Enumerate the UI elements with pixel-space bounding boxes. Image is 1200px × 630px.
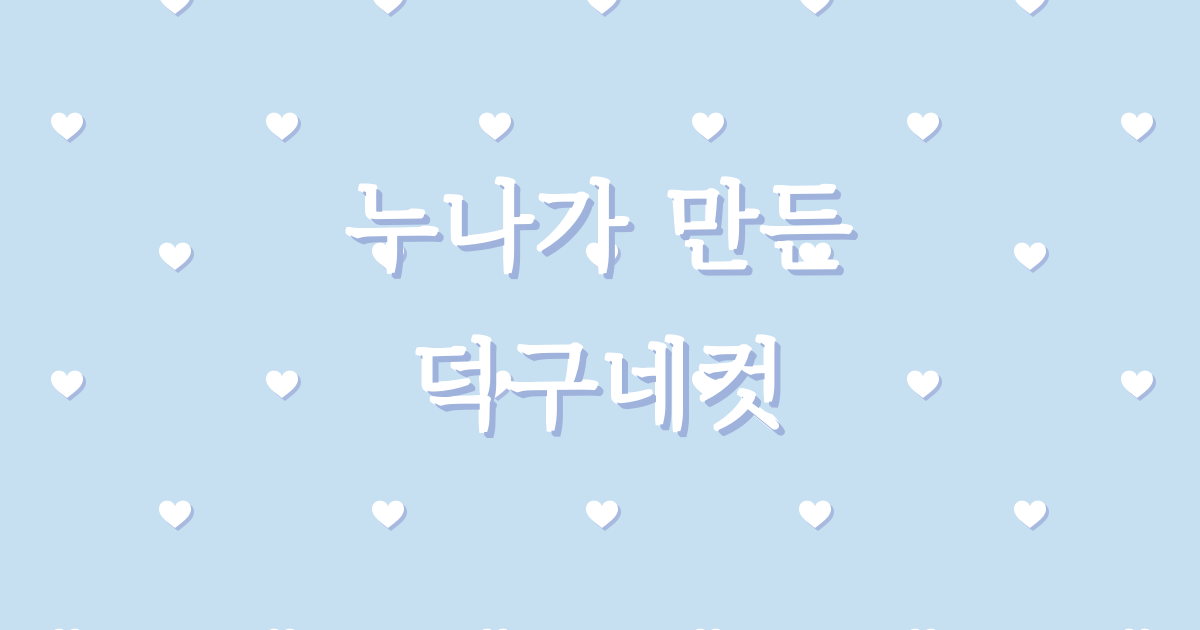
title-line-1: 누나가 만든 — [345, 172, 855, 284]
title-line-2: 덕구네컷 — [410, 330, 790, 442]
